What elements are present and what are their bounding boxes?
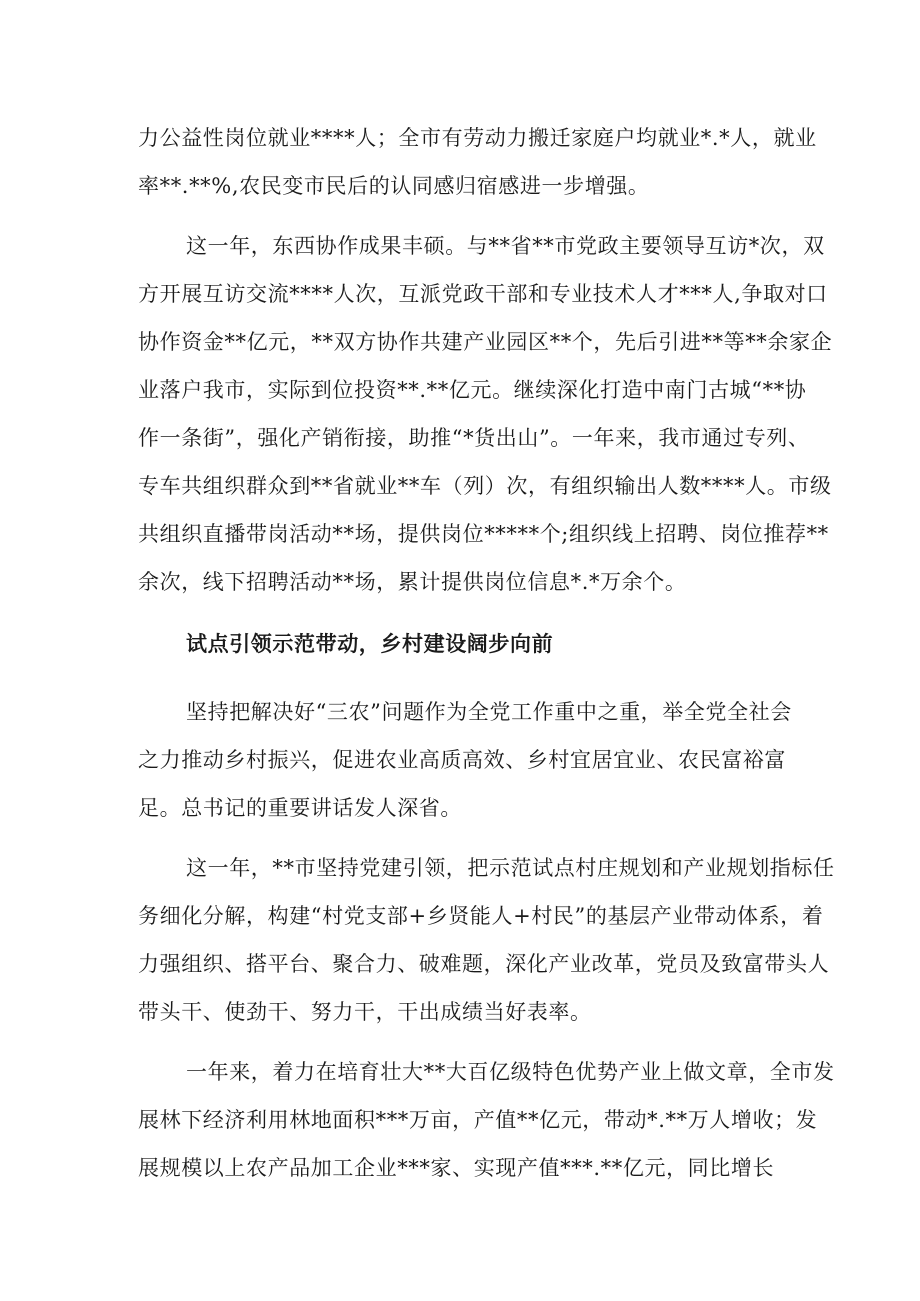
paragraph-1-line-1: 力公益性岗位就业****人；全市有劳动力搬迁家庭户均就业*.*人，就业 [138, 126, 817, 150]
paragraph-2-line-5: 作一条街”，强化产销衔接，助推“*货出山”。一年来，我市通过专列、 [138, 426, 810, 450]
paragraph-3-line-2: 之力推动乡村振兴，促进农业高质高效、乡村宜居宜业、农民富裕富 [138, 748, 786, 772]
paragraph-1-line-2: 率**.**%,农民变市民后的认同感归宿感进一步增强。 [138, 174, 650, 198]
section-heading: 试点引领示范带动，乡村建设阔步向前 [186, 631, 554, 656]
paragraph-3-line-1: 坚持把解决好“三农”问题作为全党工作重中之重，举全党全社会 [186, 700, 792, 724]
paragraph-2-line-7: 共组织直播带岗活动**场，提供岗位*****个;组织线上招聘、岗位推荐** [138, 522, 829, 546]
paragraph-5-line-1: 一年来，着力在培育壮大**大百亿级特色优势产业上做文章，全市发 [186, 1060, 835, 1084]
paragraph-4-line-3: 力强组织、搭平台、聚合力、破难题，深化产业改革，党员及致富带头人 [138, 952, 830, 976]
paragraph-2-line-1: 这一年，东西协作成果丰硕。与**省**市党政主要领导互访*次，双 [186, 234, 825, 258]
paragraph-4-line-1: 这一年，**市坚持党建引领，把示范试点村庄规划和产业规划指标任 [186, 856, 835, 880]
paragraph-5-line-2: 展林下经济利用林地面积***万亩，产值**亿元，带动*.**万人增收；发 [138, 1108, 818, 1132]
paragraph-2-line-6: 专车共组织群众到**省就业**车（列）次，有组织输出人数****人。市级 [138, 474, 832, 498]
paragraph-4-line-4: 带头干、使劲干、努力干，干出成绩当好表率。 [138, 1000, 592, 1024]
paragraph-3-line-3: 足。总书记的重要讲话发人深省。 [138, 796, 462, 820]
paragraph-5-line-3: 展规模以上农产品加工企业***家、实现产值***.**亿元，同比增长 [138, 1156, 775, 1180]
paragraph-2-line-4: 业落户我市，实际到位投资**.**亿元。继续深化打造中南门古城“**协 [138, 378, 807, 402]
paragraph-4-line-2: 务细化分解，构建“村党支部+乡贤能人+村民”的基层产业带动体系，着 [138, 904, 824, 928]
paragraph-2-line-2: 方开展互访交流****人次，互派党政干部和专业技术人才***人,争取对口 [138, 282, 828, 306]
paragraph-2-line-3: 协作资金**亿元，**双方协作共建产业园区**个，先后引进**等**余家企 [138, 330, 833, 354]
paragraph-2-line-8: 余次，线下招聘活动**场，累计提供岗位信息*.*万余个。 [138, 570, 687, 594]
